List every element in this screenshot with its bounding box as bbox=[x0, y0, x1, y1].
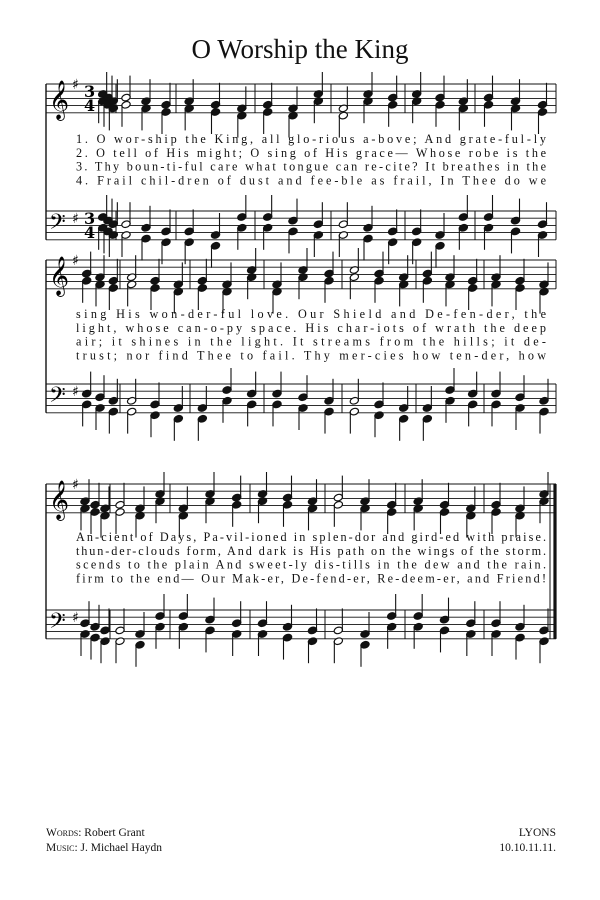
lyric-line-1: 1. O wor-ship the King, all glo-rious a-bove; And grate-ful-ly bbox=[76, 132, 547, 146]
credits-right bbox=[499, 826, 556, 856]
hymn-title: O Worship the King bbox=[191, 34, 409, 64]
tune-name: LYONS bbox=[518, 827, 556, 839]
credits-left bbox=[46, 826, 162, 856]
sharp-key-signature: ♯ bbox=[72, 384, 79, 400]
lyric-line-2: light, whose can-o-py space. His char-iots of wrath the deep bbox=[76, 320, 546, 335]
lyric-line-4: firm to the end— Our Mak-er, De-fend-er, Re-deem-er, and Friend! bbox=[76, 571, 547, 586]
time-signature: 3 bbox=[84, 82, 96, 101]
bass-clef: 𝄢 bbox=[49, 383, 66, 413]
lyric-line-3: scends to the plain And sweet-ly dis-tills in the dew and the rain. bbox=[76, 557, 547, 572]
time-signature: 3 bbox=[84, 209, 96, 228]
words-credit: Words: Robert Grant bbox=[46, 827, 145, 839]
sharp-key-signature: ♯ bbox=[72, 77, 79, 93]
lyric-line-1: sing His won-der-ful love. Our Shield and De-fen-der, the bbox=[76, 307, 546, 321]
time-signature: 4 bbox=[84, 223, 96, 242]
music-credit: Music: J. Michael Haydn bbox=[46, 842, 162, 854]
lyric-line-3: 3. Thy boun-ti-ful care what tongue can re-cite? It breathes in the bbox=[76, 159, 546, 174]
sharp-key-signature: ♯ bbox=[72, 211, 79, 227]
sharp-key-signature: ♯ bbox=[72, 610, 79, 626]
bass-clef: 𝄢 bbox=[49, 609, 66, 639]
lyric-line-1: An-cient of Days, Pa-vil-ioned in splen-dor and gird-ed with praise. bbox=[76, 530, 547, 544]
meter: 10.10.11.11. bbox=[499, 842, 556, 854]
lyric-line-2: 2. O tell of His might; O sing of His grace— Whose robe is the bbox=[76, 145, 547, 160]
lyric-line-4: trust; nor find Thee to fail. Thy mer-cies how ten-der, how bbox=[76, 348, 546, 363]
sharp-key-signature: ♯ bbox=[72, 477, 79, 493]
bass-clef: 𝄢 bbox=[49, 210, 66, 240]
lyric-line-4: 4. Frail chil-dren of dust and fee-ble as frail, In Thee do we bbox=[76, 173, 547, 188]
treble-clef: 𝄞 bbox=[49, 480, 70, 520]
sharp-key-signature: ♯ bbox=[72, 253, 79, 269]
treble-clef: 𝄞 bbox=[49, 256, 70, 296]
time-signature: 4 bbox=[84, 96, 96, 115]
lyric-line-2: thun-der-clouds form, And dark is His path on the wings of the storm. bbox=[76, 543, 546, 558]
treble-clef: 𝄞 bbox=[49, 80, 70, 120]
lyric-line-3: air; it shines in the light. It streams from the hills; it de- bbox=[76, 334, 546, 349]
